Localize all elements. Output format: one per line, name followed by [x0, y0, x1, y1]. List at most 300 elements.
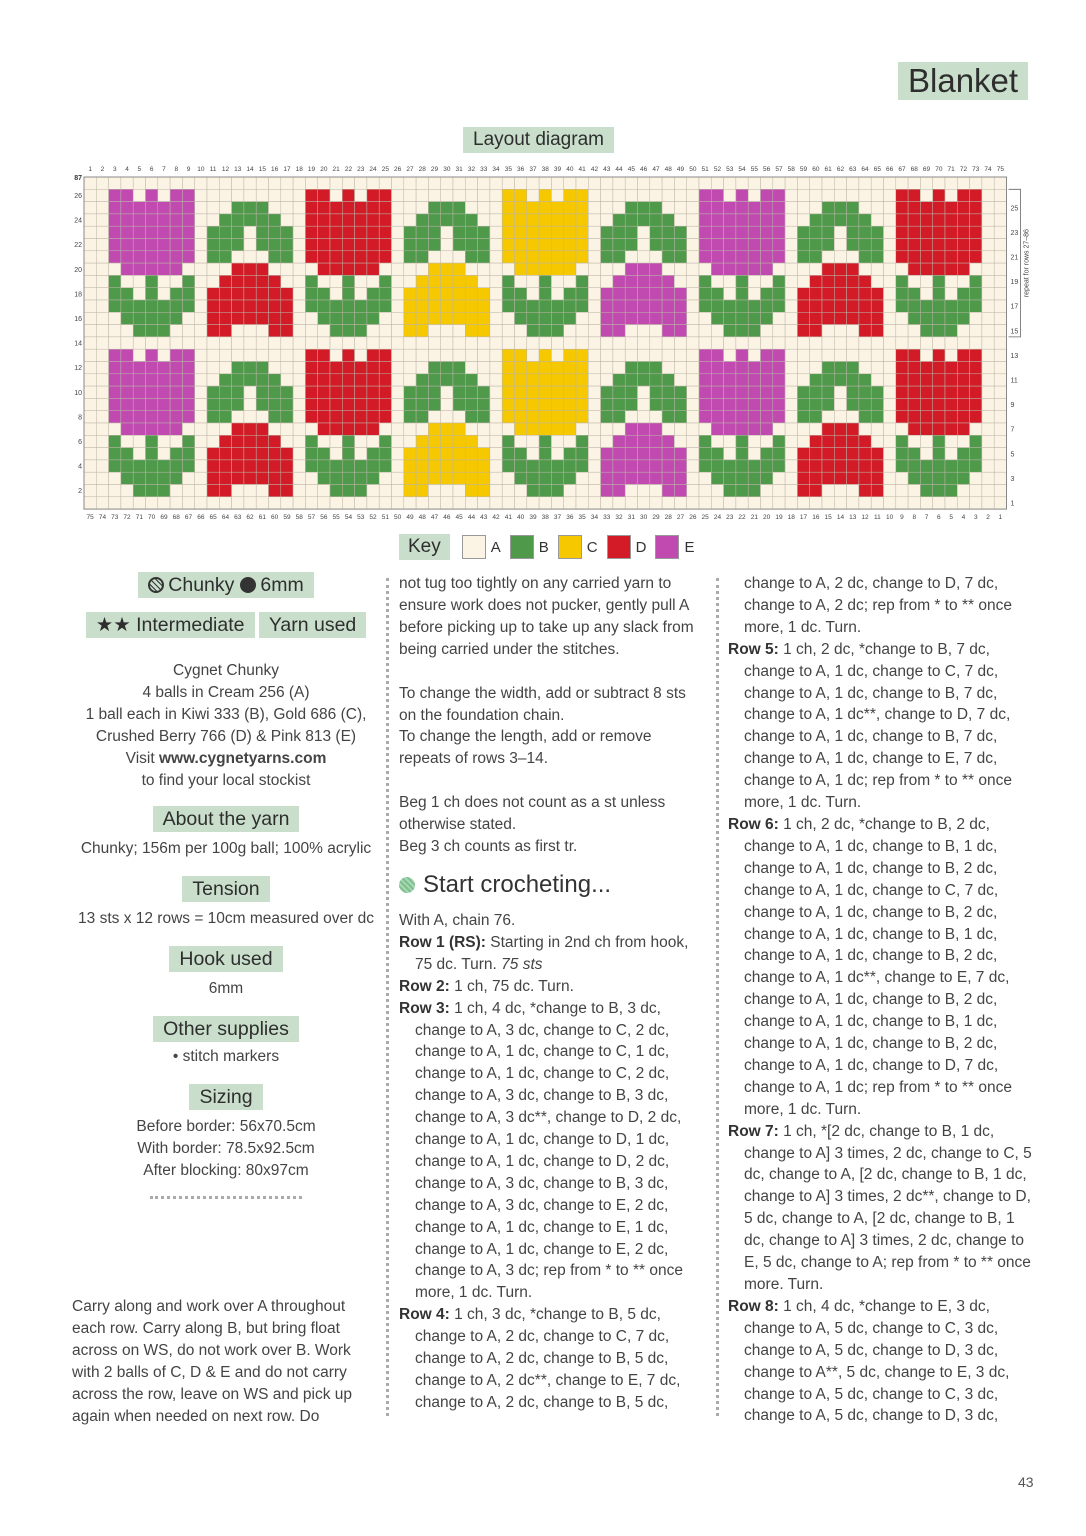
chart-cell — [318, 312, 330, 324]
chart-cell — [859, 485, 871, 497]
chart-cell — [588, 460, 600, 472]
chart-cell — [797, 472, 809, 484]
chart-cell — [551, 448, 563, 460]
chart-cell — [330, 300, 342, 312]
chart-cell — [527, 312, 539, 324]
chart-cell — [920, 263, 932, 275]
chart-cell — [195, 411, 207, 423]
chart-cell — [133, 325, 145, 337]
chart-cell — [970, 349, 982, 361]
chart-cell — [465, 325, 477, 337]
chart-cell — [674, 423, 686, 435]
chart-cell — [527, 349, 539, 361]
chart-cell — [539, 423, 551, 435]
chart-cell — [96, 312, 108, 324]
chart-cell — [146, 263, 158, 275]
chart-cell — [515, 485, 527, 497]
chart-cell — [232, 411, 244, 423]
chart-cell — [195, 448, 207, 460]
chart-cell — [256, 337, 268, 349]
chart-cell — [342, 497, 354, 509]
chart-cell — [330, 423, 342, 435]
chart-cell — [207, 239, 219, 251]
chart-cell — [441, 263, 453, 275]
chart-cell — [281, 423, 293, 435]
chart-cell — [994, 374, 1006, 386]
chart-cell — [957, 374, 969, 386]
chart-cell — [416, 189, 428, 201]
chart-cell — [392, 362, 404, 374]
chart-cell — [404, 423, 416, 435]
chart-cell — [785, 214, 797, 226]
chart-cell — [330, 448, 342, 460]
chart-cell — [490, 202, 502, 214]
chart-cell — [121, 374, 133, 386]
chart-cell — [502, 226, 514, 238]
chart-cell — [330, 312, 342, 324]
chart-cell — [896, 189, 908, 201]
chart-cell — [736, 485, 748, 497]
chart-cell — [305, 374, 317, 386]
chart-cell — [551, 485, 563, 497]
chart-cell — [625, 411, 637, 423]
row-text: Starting in 2nd ch from hook, 75 dc. Turn. — [415, 933, 689, 973]
chart-cell — [219, 226, 231, 238]
chart-cell — [207, 214, 219, 226]
chart-cell — [994, 300, 1006, 312]
chart-cell — [650, 337, 662, 349]
chart-cell — [502, 435, 514, 447]
chart-cell — [392, 325, 404, 337]
tension-heading: Tension — [182, 876, 269, 902]
chart-cell — [478, 226, 490, 238]
chart-cell — [441, 275, 453, 287]
chart-cell — [281, 362, 293, 374]
chart-cell — [232, 485, 244, 497]
chart-cell — [367, 312, 379, 324]
chart-cell — [84, 177, 96, 189]
chart-cell — [564, 374, 576, 386]
chart-cell — [773, 423, 785, 435]
swatch-e-letter: E — [684, 538, 695, 556]
chart-cell — [478, 435, 490, 447]
chart-cell — [232, 386, 244, 398]
chart-cell — [121, 497, 133, 509]
chart-cell — [539, 472, 551, 484]
chart-cell — [810, 497, 822, 509]
chart-cell — [785, 374, 797, 386]
chart-cell — [182, 362, 194, 374]
chart-cell — [478, 325, 490, 337]
chart-cell — [822, 214, 834, 226]
chart-cell — [502, 485, 514, 497]
chart-cell — [662, 214, 674, 226]
chart-cell — [109, 423, 121, 435]
chart-cell — [195, 485, 207, 497]
chart-cell — [539, 485, 551, 497]
row-text: 1 ch, 4 dc, *change to B, 3 dc, change to A, 3 dc, change to C, 2 dc, change to A, 1 dc, change to C, 1 dc, change to A, 1 dc, change to C, 2 dc, change to A, 3 dc, change to B, 3 dc, change to A, 3 dc**, change to D, 2 dc, change to A, 1 dc, change to D, 1 dc, change to A, 1 dc, change to D, 2 dc, change to A, 3 dc, change to B, 3 dc, change to A, 3 dc, change to E, 2 dc, change to A, 1 dc, change to E, 1 dc, change to A, 1 dc, change to E, 2 dc, change to A, 3 dc; rep from * to ** once more, 1 dc. Turn. — [415, 999, 683, 1302]
chart-cell — [109, 214, 121, 226]
chart-cell — [625, 288, 637, 300]
chart-cell — [933, 411, 945, 423]
column-number-bottom: 71 — [135, 514, 143, 520]
chart-cell — [871, 472, 883, 484]
column-number-bottom: 5 — [949, 514, 953, 520]
chart-cell — [761, 288, 773, 300]
chart-cell — [945, 214, 957, 226]
chart-cell — [428, 485, 440, 497]
chart-cell — [392, 337, 404, 349]
chart-cell — [342, 251, 354, 263]
chart-cell — [638, 337, 650, 349]
chart-cell — [146, 239, 158, 251]
chart-cell — [244, 349, 256, 361]
chart-cell — [318, 239, 330, 251]
column-number-top: 16 — [271, 166, 279, 173]
chart-cell — [367, 189, 379, 201]
chart-cell — [392, 349, 404, 361]
chart-cell — [711, 214, 723, 226]
chart-cell — [84, 423, 96, 435]
chart-cell — [465, 288, 477, 300]
chart-cell — [650, 300, 662, 312]
chart-cell — [896, 485, 908, 497]
chart-cell — [576, 448, 588, 460]
hook-used-text: 6mm — [208, 980, 244, 997]
chart-cell — [724, 423, 736, 435]
chart-cell — [970, 275, 982, 287]
chart-cell — [281, 177, 293, 189]
chart-cell — [834, 189, 846, 201]
chart-cell — [355, 214, 367, 226]
chart-cell — [982, 251, 994, 263]
row-label-right: 3 — [1010, 475, 1015, 483]
chart-cell — [834, 325, 846, 337]
chart-cell — [392, 189, 404, 201]
chart-cell — [490, 312, 502, 324]
chart-cell — [355, 349, 367, 361]
chart-cell — [219, 325, 231, 337]
chart-cell — [982, 374, 994, 386]
chart-cell — [761, 472, 773, 484]
chart-cell — [551, 275, 563, 287]
chart-cell — [318, 349, 330, 361]
row-label-right: 19 — [1010, 279, 1019, 287]
chart-cell — [711, 337, 723, 349]
chart-cell — [564, 325, 576, 337]
chart-cell — [994, 288, 1006, 300]
chart-cell — [502, 460, 514, 472]
chart-cell — [121, 362, 133, 374]
chart-cell — [219, 239, 231, 251]
chart-cell — [146, 312, 158, 324]
chart-cell — [355, 374, 367, 386]
chart-cell — [219, 435, 231, 447]
chart-cell — [564, 239, 576, 251]
chart-cell — [625, 485, 637, 497]
chart-cell — [158, 312, 170, 324]
chart-cell — [392, 263, 404, 275]
chart-cell — [761, 177, 773, 189]
column-divider — [386, 578, 389, 1416]
column-number-bottom: 37 — [553, 514, 562, 520]
chart-cell — [404, 189, 416, 201]
chart-cell — [330, 263, 342, 275]
chart-cell — [244, 485, 256, 497]
chart-cell — [797, 226, 809, 238]
chart-cell — [736, 337, 748, 349]
chart-cell — [441, 485, 453, 497]
chart-cell — [982, 300, 994, 312]
chart-cell — [256, 189, 268, 201]
chart-cell — [687, 337, 699, 349]
chart-cell — [699, 189, 711, 201]
chart-cell — [478, 411, 490, 423]
chart-cell — [699, 448, 711, 460]
chart-cell — [711, 448, 723, 460]
chart-cell — [834, 226, 846, 238]
chart-cell — [970, 423, 982, 435]
chart-cell — [170, 349, 182, 361]
column-number-top: 65 — [873, 166, 881, 173]
chart-cell — [945, 448, 957, 460]
column-number-bottom: 15 — [824, 514, 832, 520]
row-label-left: 12 — [74, 365, 82, 373]
chart-cell — [170, 263, 182, 275]
chart-cell — [490, 435, 502, 447]
column-number-bottom: 9 — [900, 514, 904, 520]
chart-cell — [207, 226, 219, 238]
chart-cell — [933, 398, 945, 410]
column-number-top: 4 — [125, 166, 129, 173]
chart-cell — [920, 435, 932, 447]
chart-cell — [920, 202, 932, 214]
row-label-right: 15 — [1010, 328, 1019, 336]
chart-cell — [478, 349, 490, 361]
chart-cell — [305, 312, 317, 324]
chart-cell — [490, 349, 502, 361]
chart-cell — [810, 435, 822, 447]
chart-cell — [195, 251, 207, 263]
chart-cell — [810, 362, 822, 374]
chart-cell — [797, 362, 809, 374]
chart-cell — [269, 435, 281, 447]
row-label: Row 5: — [728, 640, 779, 658]
chart-cell — [773, 448, 785, 460]
chart-cell — [269, 386, 281, 398]
chart-cell — [293, 300, 305, 312]
chart-cell — [662, 226, 674, 238]
chart-cell — [84, 411, 96, 423]
chart-cell — [256, 398, 268, 410]
chart-cell — [920, 300, 932, 312]
row-label-right: 21 — [1010, 254, 1019, 262]
chart-cell — [884, 349, 896, 361]
chart-cell — [207, 374, 219, 386]
chart-cell — [219, 423, 231, 435]
chart-cell — [908, 214, 920, 226]
chart-cell — [982, 177, 994, 189]
chart-cell — [318, 448, 330, 460]
chart-cell — [404, 275, 416, 287]
chart-cell — [195, 497, 207, 509]
chart-cell — [601, 485, 613, 497]
chart-cell — [674, 435, 686, 447]
chart-cell — [588, 263, 600, 275]
chart-cell — [761, 275, 773, 287]
chart-cell — [810, 251, 822, 263]
chart-cell — [564, 398, 576, 410]
chart-cell — [724, 460, 736, 472]
chart-cell — [96, 239, 108, 251]
chart-cell — [945, 472, 957, 484]
chart-cell — [564, 411, 576, 423]
column-number-top: 48 — [664, 166, 672, 173]
chart-cell — [613, 386, 625, 398]
chart-cell — [342, 362, 354, 374]
chart-cell — [724, 411, 736, 423]
chart-cell — [342, 325, 354, 337]
chart-cell — [748, 386, 760, 398]
column-number-bottom: 45 — [455, 514, 463, 520]
chart-cell — [551, 460, 563, 472]
chart-cell — [662, 386, 674, 398]
chart-cell — [994, 177, 1006, 189]
chart-cell — [588, 312, 600, 324]
chart-cell — [207, 448, 219, 460]
chart-cell — [933, 472, 945, 484]
chart-cell — [84, 485, 96, 497]
chart-cell — [416, 435, 428, 447]
chart-cell — [970, 288, 982, 300]
chart-cell — [318, 423, 330, 435]
chart-cell — [785, 202, 797, 214]
chart-cell — [539, 411, 551, 423]
chart-cell — [822, 251, 834, 263]
chart-cell — [232, 312, 244, 324]
chart-cell — [662, 448, 674, 460]
chart-cell — [269, 485, 281, 497]
chart-cell — [121, 398, 133, 410]
chart-cell — [146, 349, 158, 361]
chart-cell — [834, 288, 846, 300]
chain-text: With A, chain 76. — [399, 911, 516, 929]
chart-cell — [416, 202, 428, 214]
chart-cell — [182, 239, 194, 251]
column-number-bottom: 31 — [627, 514, 635, 520]
chart-cell — [601, 411, 613, 423]
chart-cell — [96, 398, 108, 410]
row-label-top: 87 — [74, 175, 82, 182]
chart-cell — [342, 423, 354, 435]
chart-cell — [748, 362, 760, 374]
chart-cell — [330, 239, 342, 251]
chart-cell — [945, 202, 957, 214]
chart-cell — [982, 312, 994, 324]
chart-cell — [674, 226, 686, 238]
chart-cell — [748, 325, 760, 337]
chart-cell — [404, 485, 416, 497]
chart-cell — [724, 497, 736, 509]
chart-cell — [281, 460, 293, 472]
column-number-bottom: 66 — [197, 514, 205, 520]
column-number-top: 74 — [984, 166, 992, 173]
chart-cell — [453, 485, 465, 497]
chart-cell — [441, 423, 453, 435]
column-number-bottom: 36 — [566, 514, 574, 520]
chart-cell — [318, 472, 330, 484]
column-number-top: 70 — [935, 166, 943, 173]
chart-cell — [748, 251, 760, 263]
chart-cell — [662, 374, 674, 386]
column-number-top: 36 — [517, 166, 525, 173]
chart-cell — [970, 251, 982, 263]
chart-cell — [785, 349, 797, 361]
chart-cell — [379, 398, 391, 410]
chart-cell — [822, 362, 834, 374]
chart-cell — [773, 263, 785, 275]
chart-cell — [884, 189, 896, 201]
chart-cell — [797, 448, 809, 460]
chart-cell — [355, 239, 367, 251]
chart-cell — [638, 312, 650, 324]
chart-cell — [318, 226, 330, 238]
chart-cell — [465, 239, 477, 251]
chart-cell — [748, 226, 760, 238]
chart-cell — [527, 374, 539, 386]
chart-cell — [687, 411, 699, 423]
chart-cell — [674, 325, 686, 337]
chart-cell — [269, 288, 281, 300]
chart-cell — [465, 411, 477, 423]
column-number-bottom: 46 — [443, 514, 451, 520]
column-number-top: 23 — [357, 166, 365, 173]
chart-cell — [207, 288, 219, 300]
chart-cell — [392, 497, 404, 509]
chart-cell — [834, 214, 846, 226]
chart-cell — [355, 263, 367, 275]
chart-cell — [822, 460, 834, 472]
chart-cell — [392, 300, 404, 312]
chart-cell — [551, 435, 563, 447]
chart-cell — [601, 251, 613, 263]
chart-cell — [96, 497, 108, 509]
chart-cell — [613, 226, 625, 238]
visit-suffix: to find your local stockist — [141, 772, 311, 789]
chart-cell — [195, 362, 207, 374]
hook-icon — [240, 577, 256, 593]
chart-cell — [908, 448, 920, 460]
chart-cell — [699, 349, 711, 361]
chart-cell — [970, 398, 982, 410]
chart-cell — [564, 337, 576, 349]
chart-cell — [933, 485, 945, 497]
chart-cell — [822, 337, 834, 349]
chart-cell — [428, 202, 440, 214]
chart-cell — [699, 300, 711, 312]
chart-cell — [724, 374, 736, 386]
chart-cell — [933, 349, 945, 361]
about-yarn-heading: About the yarn — [153, 806, 300, 832]
chart-cell — [478, 177, 490, 189]
column-number-bottom: 35 — [578, 514, 586, 520]
chart-cell — [133, 288, 145, 300]
chart-cell — [551, 423, 563, 435]
chart-cell — [970, 411, 982, 423]
visit-url[interactable]: www.cygnetyarns.com — [158, 750, 327, 767]
chart-cell — [847, 411, 859, 423]
chart-cell — [662, 325, 674, 337]
